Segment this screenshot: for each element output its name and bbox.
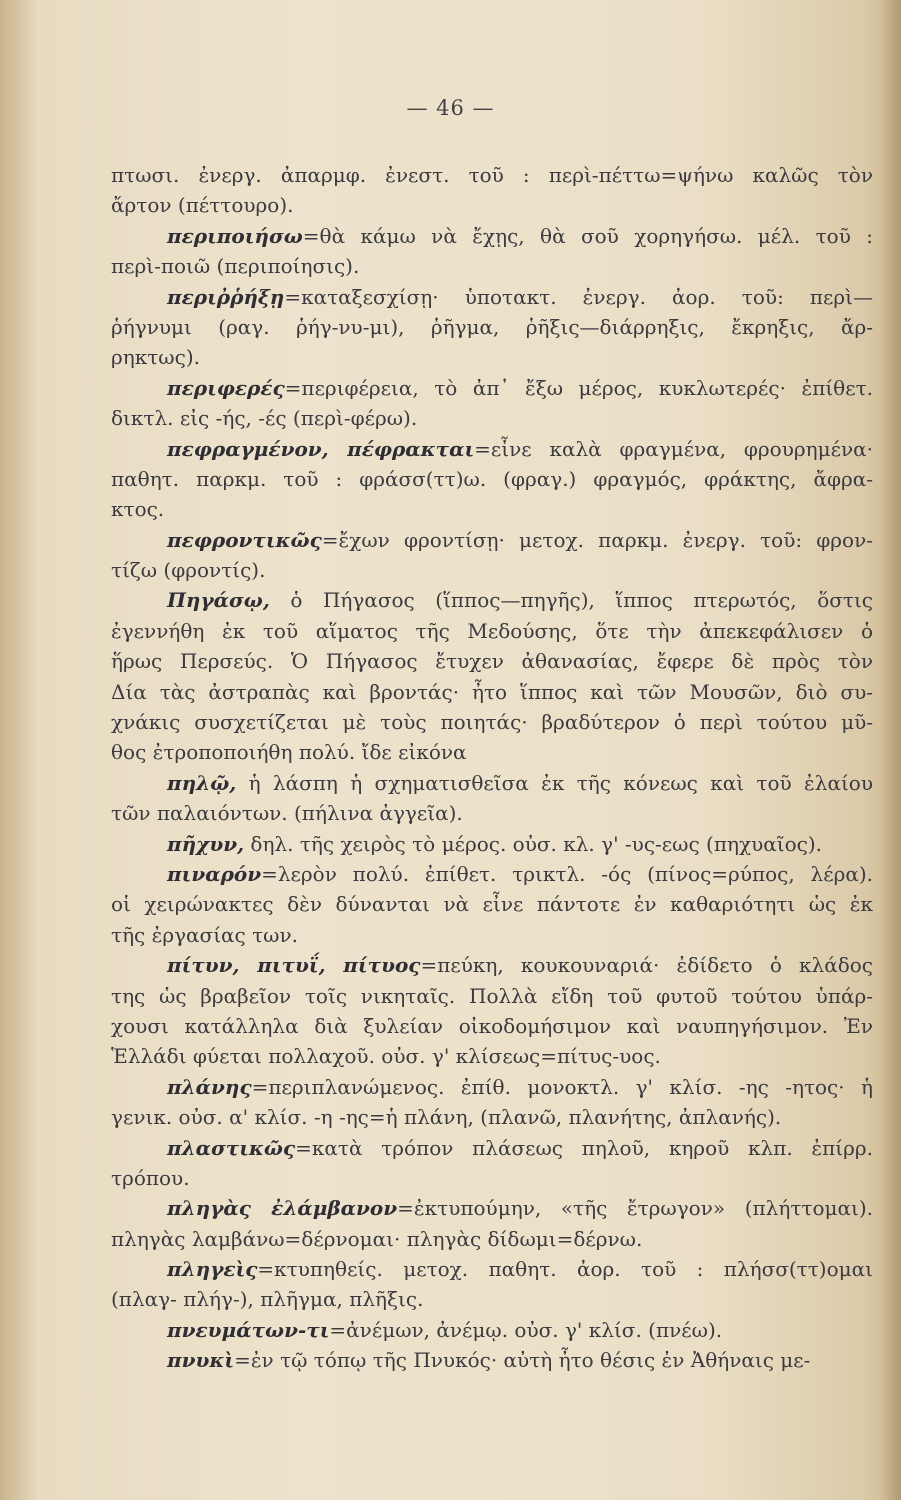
definition-text: =περιφέρεια, τὸ ἀπ᾽ ἔξω μέρος, κυκλωτερές· ἐπίθετ. <box>284 375 873 400</box>
definition-text: ἄρτον (πέττουρο). <box>111 193 294 218</box>
text-line <box>111 494 873 524</box>
text-line <box>111 403 873 433</box>
definition-text: =κατὰ τρόπον πλάσεως πηλοῦ, κηροῦ κλπ. ἐπίρρ. <box>295 1135 873 1160</box>
definition-text: τῆς ἐργασίας των. <box>111 922 299 947</box>
entry-line <box>111 434 873 464</box>
definition-text: Ἑλλάδι φύεται πολλαχοῦ. οὐσ. γ' κλίσεως=πίτυς-υος. <box>111 1044 661 1069</box>
entry-line <box>111 1072 873 1102</box>
headword: πληγεὶς <box>167 1257 258 1282</box>
text-line <box>111 889 873 919</box>
entry-line <box>111 1193 873 1223</box>
definition-text: παθητ. παρκμ. τοῦ : φράσσ(ττ)ω. (φραγ.) φραγμός, φράκτης, ἄφρα- <box>111 466 873 491</box>
text-line <box>111 707 873 737</box>
definition-text: =λερὸν πολύ. ἐπίθετ. τρικτλ. -ός (πίνος=ρύπος, λέρα). <box>261 861 873 886</box>
text-line <box>111 920 873 950</box>
definition-text: της ὡς βραβεῖον τοῖς νικηταῖς. Πολλὰ εἴδη τοῦ φυτοῦ τούτου ὑπάρ- <box>111 983 873 1008</box>
definition-text: ἡ λάσπη ἡ σχηματισθεῖσα ἐκ τῆς κόνεως καὶ τοῦ ἐλαίου <box>236 770 873 795</box>
text-line <box>111 646 873 676</box>
definition-text: τίζω (φροντίς). <box>111 558 266 583</box>
text-line <box>111 1011 873 1041</box>
headword: περιποιήσω <box>167 223 303 248</box>
text-line <box>111 251 873 281</box>
definition-text: οἱ χειρώνακτες δὲν δύνανται νὰ εἶνε πάντοτε ἐν καθαριότητι ὡς ἐκ <box>111 892 873 917</box>
definition-text: πτωσι. ἐνεργ. ἀπαρμφ. ἐνεστ. τοῦ : περὶ-πέττω=ψήνω καλῶς τὸν <box>111 163 873 187</box>
definition-text: τρόπου. <box>111 1165 190 1190</box>
headword: πνυκὶ <box>167 1348 235 1373</box>
definition-text: κτος. <box>111 497 165 522</box>
definition-text: ρηκτως). <box>111 345 200 370</box>
text-line <box>111 1224 873 1254</box>
definition-text: ῥήγνυμι (ραγ. ῥήγ-νυ-μι), ῥῆγμα, ῥῆξις—διάρρηξις, ἔκρηξις, ἄρ- <box>111 314 873 339</box>
entry-line <box>111 1133 873 1163</box>
headword: πληγὰς ἐλάμβανον <box>167 1196 398 1221</box>
entry-line <box>111 373 873 403</box>
entry-line <box>111 282 873 312</box>
entry-line <box>111 829 873 859</box>
definition-text: χουσι κατάλληλα διὰ ξυλείαν οἰκοδομήσιμον καὶ ναυπηγήσιμον. Ἐν <box>111 1013 873 1038</box>
definition-text: (πλαγ- πλήγ-), πλῆγμα, πλῆξις. <box>111 1287 424 1312</box>
entry-line <box>111 768 873 798</box>
text-line <box>111 1284 873 1314</box>
definition-text: χνάκις συσχετίζεται μὲ τοὺς ποιητάς· βραδύτερον ὁ περὶ τούτου μῦ- <box>111 710 873 735</box>
text-line <box>111 616 873 646</box>
definition-text: θος ἐτροποποιήθη πολύ. ἴδε εἰκόνα <box>111 740 467 765</box>
entry-line <box>111 221 873 251</box>
headword: πῆχυν, <box>167 831 245 856</box>
definition-text: =ἐν τῷ τόπῳ τῆς Πνυκός· αὐτὴ ἦτο θέσις ἐν Ἀθήναις με- <box>234 1348 811 1373</box>
text-line <box>111 312 873 342</box>
definition-text: πληγὰς λαμβάνω=δέρνομαι· πληγὰς δίδωμι=δέρνω. <box>111 1226 643 1251</box>
entry-line <box>111 525 873 555</box>
definition-text: Δία τὰς ἀστραπὰς καὶ βροντάς· ἦτο ἵππος καὶ τῶν Μουσῶν, διὸ συ- <box>111 679 873 704</box>
headword: πηλῷ, <box>167 770 237 795</box>
text-line <box>111 677 873 707</box>
definition-text: =ἔχων φροντίσῃ· μετοχ. παρκμ. ἐνεργ. τοῦ: φρον- <box>321 527 873 552</box>
text-line <box>111 798 873 828</box>
text-line <box>111 981 873 1011</box>
text-line <box>111 1102 873 1132</box>
headword: Πηγάσῳ, <box>167 588 270 613</box>
headword: πεφραγμένον, πέφρακται <box>167 436 475 461</box>
headword: περιῤῥήξῃ <box>167 284 285 309</box>
definition-text: =ἐκτυπούμην, «τῆς ἔτρωγον» (πλήττομαι). <box>397 1196 873 1221</box>
text-line <box>111 737 873 767</box>
definition-text: =κτυπηθείς. μετοχ. παθητ. ἀορ. τοῦ : πλήσσ(ττ)ομαι <box>257 1257 873 1282</box>
headword: πλαστικῶς <box>167 1135 296 1160</box>
headword: πλάνης <box>167 1074 252 1099</box>
definition-text: γενικ. οὐσ. α' κλίσ. -η -ης=ἡ πλάνη, (πλανῶ, πλανήτης, ἀπλανής). <box>111 1105 782 1130</box>
definition-text: =πεύκη, κουκουναριά· ἐδίδετο ὁ κλάδος <box>420 953 873 978</box>
definition-text: =ἀνέμων, ἀνέμῳ. οὐσ. γ' κλίσ. (πνέω). <box>329 1317 723 1342</box>
text-line <box>111 190 873 220</box>
definition-text: δηλ. τῆς χειρὸς τὸ μέρος. οὐσ. κλ. γ' -υς-εως (πηχυαῖος). <box>244 831 822 856</box>
headword: πνευμάτων-τι <box>167 1317 330 1342</box>
entry-line <box>111 1345 873 1375</box>
definition-text: ἐγεννήθη ἐκ τοῦ αἵματος τῆς Μεδούσης, ὅτε τὴν ἀπεκεφάλισεν ὁ <box>111 618 873 643</box>
entry-line <box>111 1315 873 1345</box>
page-number: — 46 — <box>406 96 495 120</box>
glossary-text <box>111 160 873 1376</box>
definition-text: δικτλ. εἰς -ής, -ές (περὶ-φέρω). <box>111 406 418 431</box>
headword: πιναρόν <box>167 861 262 886</box>
text-line <box>111 555 873 585</box>
headword: περιφερές <box>167 375 285 400</box>
entry-line <box>111 585 873 615</box>
text-line <box>111 1041 873 1071</box>
definition-text: τῶν παλαιόντων. (πήλινα ἀγγεῖα). <box>111 801 463 826</box>
text-line <box>111 1163 873 1193</box>
definition-text: ὁ Πήγασος (ἵππος—πηγῆς), ἵππος πτερωτός, ὅστις <box>269 588 873 613</box>
definition-text: ἥρως Περσεύς. Ὁ Πήγασος ἔτυχεν ἀθανασίας, ἔφερε δὲ πρὸς τὸν <box>111 649 873 674</box>
entry-line <box>111 950 873 980</box>
entry-line <box>111 1254 873 1284</box>
text-line <box>111 464 873 494</box>
entry-line <box>111 859 873 889</box>
definition-text: =θὰ κάμω νὰ ἔχῃς, θὰ σοῦ χορηγήσω. μέλ. τοῦ : <box>302 223 873 248</box>
headword: πεφροντικῶς <box>167 527 322 552</box>
text-line <box>111 342 873 372</box>
definition-text: =εἶνε καλὰ φραγμένα, φρουρημένα· <box>474 436 873 461</box>
definition-text: περὶ-ποιῶ (περιποίησις). <box>111 254 360 279</box>
definition-text: =καταξεσχίσῃ· ὑποτακτ. ἐνεργ. ἀορ. τοῦ: περὶ— <box>284 284 873 309</box>
page-edge-shadow <box>879 0 901 1500</box>
text-line <box>111 160 873 190</box>
definition-text: =περιπλανώμενος. ἐπίθ. μονοκτλ. γ' κλίσ. -ης -ητος· ἡ <box>251 1074 873 1099</box>
headword: πίτυν, πιτυΐ, πίτυος <box>167 953 421 978</box>
